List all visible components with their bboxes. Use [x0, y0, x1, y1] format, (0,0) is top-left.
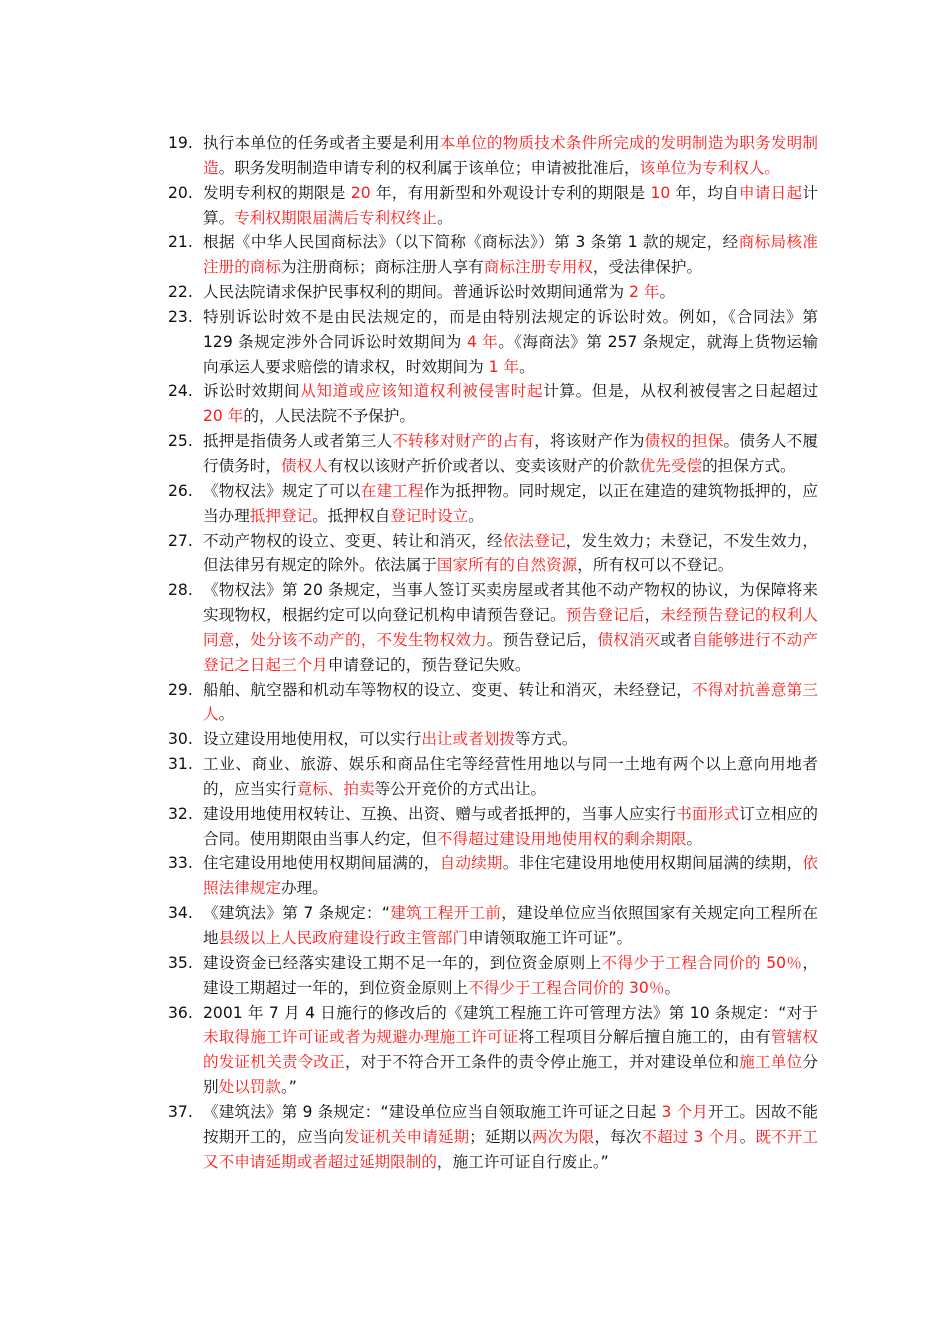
- highlighted-text: 1 年: [488, 357, 520, 376]
- body-text: 。职务发明制造申请专利的权利属于该单位；申请被批准后，: [218, 158, 640, 177]
- list-item: [168, 181, 818, 231]
- item-number: 37.: [168, 1102, 193, 1121]
- body-text: 有权以该财产折价或者以、变卖该财产的价款: [327, 456, 640, 475]
- highlighted-text: 管辖权的发证机关责令改正: [203, 1028, 818, 1072]
- body-text: ，对于不符合开工条件的责令停止施工，并对建设单位和: [344, 1053, 740, 1072]
- body-text: 抵押是指债务人或者第三人: [203, 432, 393, 451]
- item-number: 28.: [168, 581, 193, 600]
- highlighted-text: 自动续期: [439, 854, 503, 873]
- highlighted-text: 20: [350, 183, 371, 202]
- highlighted-text: 不超过 3 个月: [641, 1127, 740, 1146]
- body-text: 《物权法》第 20 条规定，当事人签订买卖房屋或者其他不动产物权的协议，为保障将来实现物权，根据约定可以向登记机构申请预告登记。: [203, 581, 818, 625]
- body-text: ；延期以: [469, 1127, 532, 1146]
- item-number: 20.: [168, 183, 193, 202]
- highlighted-text: 2 年: [629, 283, 660, 302]
- body-text: ，建设单位应当依照国家有关规定向工程所在地: [203, 904, 818, 947]
- highlighted-text: 从知道或应该知道权利被侵害时起: [300, 382, 544, 401]
- body-text: 。: [218, 705, 235, 724]
- body-text: ，发生效力；未登记，不发生效力，但法律另有规定的除外。依法属于: [203, 531, 818, 575]
- item-number: 33.: [168, 854, 193, 873]
- body-text: 年，有用新型和外观设计专利的期限是: [370, 183, 651, 202]
- body-text: 的，人民法院不予保护。: [243, 407, 415, 426]
- item-text: [203, 578, 818, 677]
- item-number: 34.: [168, 904, 193, 923]
- item-number: 24.: [168, 382, 193, 401]
- highlighted-text: 该单位为专利权人。: [639, 158, 781, 177]
- highlighted-text: 书面形式: [676, 804, 740, 823]
- item-number: 30.: [168, 730, 193, 749]
- body-text: 计算。但是，从权利被侵害之日起超过: [543, 382, 818, 401]
- highlighted-text: 不得超过建设用地使用权的剩余期限: [436, 829, 687, 848]
- item-text: [203, 181, 818, 231]
- highlighted-text: 专利权期限届满后专利权终止: [234, 208, 437, 227]
- body-text: 住宅建设用地使用权期间届满的，: [203, 854, 440, 873]
- highlighted-text: 预告登记后: [565, 606, 645, 625]
- body-text: 《建筑法》第 9 条规定：“建设单位应当自领取施工许可证之日起: [203, 1102, 662, 1121]
- body-text: 船舶、航空器和机动车等物权的设立、变更、转让和消灭，未经登记，: [203, 680, 692, 699]
- highlighted-text: 处以罚款: [218, 1078, 281, 1097]
- highlighted-text: 20 年: [203, 407, 244, 426]
- body-text: 等方式。: [514, 730, 578, 749]
- highlighted-text: 不得少于工程合同价的 50％: [601, 953, 803, 972]
- list-item: [168, 280, 818, 305]
- body-text: 计算。: [203, 183, 818, 227]
- body-text: 根据《中华人民国商标法》（以下简称《商标法》）第 3 条第 1 款的规定，经: [203, 233, 739, 252]
- body-text: 订立相应的合同。使用期限由当事人约定，但: [203, 804, 818, 848]
- item-number: 26.: [168, 481, 193, 500]
- item-text: [203, 305, 818, 380]
- body-text: ，建设工期超过一年的，到位资金原则上: [203, 953, 818, 997]
- highlighted-text: 依法登记: [502, 531, 566, 550]
- item-number: 29.: [168, 680, 193, 699]
- body-text: 将工程项目分解后擅自施工的，由有: [518, 1028, 771, 1047]
- body-text: 或者: [660, 630, 692, 649]
- highlighted-text: 不转移对财产的占有: [392, 432, 535, 451]
- list-item: [168, 479, 818, 529]
- body-text: ，: [644, 606, 661, 625]
- list-item: [168, 1100, 818, 1175]
- highlighted-text: 出让或者划拨: [421, 730, 515, 749]
- item-text: [203, 851, 818, 901]
- list-item: [168, 230, 818, 280]
- body-text: 发明专利权的期限是: [203, 183, 351, 202]
- body-text: 分别: [203, 1053, 818, 1097]
- list-item: [168, 678, 818, 728]
- numbered-list: [168, 131, 818, 1174]
- item-number: 19.: [168, 134, 193, 152]
- body-text: 为注册商标；商标注册人享有: [280, 258, 484, 277]
- list-item: [168, 802, 818, 852]
- body-text: ，: [234, 630, 251, 649]
- body-text: 《物权法》规定了可以: [203, 481, 361, 500]
- highlighted-text: 在建工程: [360, 481, 424, 500]
- body-text: 。非住宅建设用地使用权期间届满的续期，: [502, 854, 803, 873]
- body-text: ，将该财产作为: [534, 432, 645, 451]
- body-text: 。: [739, 1127, 756, 1146]
- body-text: 。”: [281, 1078, 297, 1097]
- list-item: [168, 727, 818, 752]
- body-text: ，受法律保护。: [592, 258, 703, 277]
- highlighted-text: 债权消灭: [597, 630, 661, 649]
- highlighted-text: 施工单位: [739, 1053, 803, 1072]
- highlighted-text: 不得少于工程合同价的 30％: [468, 978, 665, 997]
- body-text: 不动产物权的设立、变更、转让和消灭，经: [203, 531, 503, 550]
- highlighted-text: 未经预告登记的权利人同意: [203, 606, 818, 649]
- item-text: [203, 752, 818, 802]
- body-text: 建设资金已经落实建设工期不足一年的，到位资金原则上: [203, 953, 602, 972]
- body-text: ，每次: [594, 1127, 642, 1146]
- item-number: 23.: [168, 307, 193, 326]
- body-text: 人民法院请求保护民事权利的期间。普通诉讼时效期间通常为: [203, 283, 629, 302]
- list-item: [168, 1001, 818, 1100]
- item-text: [203, 1001, 818, 1100]
- item-text: [203, 379, 818, 429]
- item-text: [203, 429, 818, 479]
- list-item: [168, 578, 818, 677]
- body-text: 等公开竞价的方式出让。: [374, 779, 547, 798]
- highlighted-text: 商标注册专用权: [483, 258, 593, 277]
- item-number: 35.: [168, 953, 193, 972]
- highlighted-text: 商标局核准注册的商标: [203, 233, 818, 277]
- body-text: 办理。: [280, 879, 328, 898]
- highlighted-text: 处分该不动产的，不发生物权效力: [250, 630, 487, 649]
- body-text: 诉讼时效期间: [203, 382, 301, 401]
- item-text: [203, 230, 818, 280]
- list-item: [168, 305, 818, 380]
- highlighted-text: 发证机关申请延期: [343, 1127, 470, 1146]
- highlighted-text: 优先受偿: [639, 456, 703, 475]
- list-item: [168, 379, 818, 429]
- item-number: 21.: [168, 233, 193, 252]
- body-text: 年，均自: [670, 183, 739, 202]
- highlighted-text: 未取得施工许可证或者为规避办理施工许可证: [203, 1028, 519, 1047]
- highlighted-text: 登记时设立: [390, 506, 469, 525]
- body-text: 的担保方式。: [702, 456, 796, 475]
- highlighted-text: 本单位的物质技术条件所完成的发明制造为职务发明制造: [203, 134, 818, 177]
- highlighted-text: 既不开工又不申请延期或者超过延期限制的: [203, 1127, 818, 1171]
- body-text: ，所有权可以不登记。: [577, 556, 734, 575]
- highlighted-text: 自能够进行不动产登记之日起三个月: [203, 630, 818, 674]
- list-item: [168, 752, 818, 802]
- highlighted-text: 县级以上人民政府建设行政主管部门: [218, 929, 469, 947]
- body-text: 工业、商业、旅游、娱乐和商品住宅等经营性用地以与同一土地有两个以上意向用地者的，应当实行: [203, 755, 818, 798]
- item-text: [203, 280, 818, 305]
- item-text: [203, 1100, 818, 1175]
- item-text: [203, 529, 818, 579]
- body-text: 。: [664, 978, 681, 997]
- body-text: 。预告登记后，: [486, 630, 598, 649]
- highlighted-text: 债权人: [280, 456, 328, 475]
- list-item: [168, 851, 818, 901]
- highlighted-text: 依照法律规定: [203, 854, 818, 898]
- list-item: [168, 131, 818, 181]
- body-text: 2001 年 7 月 4 日施行的修改后的《建筑工程施工许可管理方法》第 10 条规定：“对于: [203, 1003, 818, 1022]
- item-number: 22.: [168, 283, 193, 302]
- highlighted-text: 4 年: [467, 332, 499, 351]
- highlighted-text: 不得对抗善意第三人: [203, 680, 818, 724]
- item-number: 31.: [168, 755, 193, 774]
- body-text: ，施工许可证自行废止。”: [436, 1152, 609, 1171]
- body-text: 。: [519, 357, 535, 376]
- highlighted-text: 竟标、拍卖: [296, 779, 375, 798]
- highlighted-text: 10: [650, 183, 671, 202]
- body-text: 。: [659, 283, 676, 302]
- list-item: [168, 429, 818, 479]
- body-text: 作为抵押物。同时规定，以正在建造的建筑物抵押的，应当办理: [203, 481, 818, 525]
- list-item: [168, 901, 818, 951]
- body-text: 。债务人不履行债务时，: [203, 432, 818, 475]
- body-text: 执行本单位的任务或者主要是利用: [203, 134, 440, 152]
- list-item: [168, 951, 818, 1001]
- body-text: 特别诉讼时效不是由民法规定的，而是由特别法规定的诉讼时效。例如，《合同法》第 129 条规定涉外合同诉讼时效期间为: [203, 307, 818, 351]
- item-text: [203, 802, 818, 852]
- item-text: [203, 951, 818, 1001]
- body-text: 申请领取施工许可证”。: [468, 929, 633, 947]
- list-item: [168, 529, 818, 579]
- item-number: 36.: [168, 1003, 193, 1022]
- item-text: [203, 131, 818, 181]
- item-number: 27.: [168, 531, 193, 550]
- item-text: [203, 479, 818, 529]
- body-text: 开工。因故不能按期开工的，应当向: [203, 1102, 818, 1146]
- item-number: 32.: [168, 804, 193, 823]
- highlighted-text: 抵押登记: [249, 506, 313, 525]
- highlighted-text: 国家所有的自然资源: [436, 556, 578, 575]
- body-text: 设立建设用地使用权，可以实行: [203, 730, 422, 749]
- body-text: 。: [436, 208, 453, 227]
- item-text: [203, 727, 818, 752]
- body-text: 《建筑法》第 7 条规定：“: [203, 904, 390, 923]
- body-text: 。《海商法》第 257 条规定，就海上货物运输向承运人要求赔偿的请求权，时效期间为: [203, 332, 818, 376]
- item-text: [203, 678, 818, 728]
- body-text: 。: [468, 506, 484, 525]
- body-text: 申请登记的，预告登记失败。: [327, 655, 531, 674]
- highlighted-text: 两次为限: [531, 1127, 595, 1146]
- highlighted-text: 债权的担保: [644, 432, 724, 451]
- item-text: [203, 901, 818, 951]
- body-text: 。抵押权自: [312, 506, 391, 525]
- highlighted-text: 3 个月: [661, 1102, 708, 1121]
- highlighted-text: 建筑工程开工前: [389, 904, 502, 923]
- body-text: 建设用地使用权转让、互换、出资、赠与或者抵押的，当事人应实行: [203, 804, 677, 823]
- item-number: 25.: [168, 432, 193, 451]
- body-text: 。: [686, 829, 703, 848]
- highlighted-text: 申请日起: [738, 183, 803, 202]
